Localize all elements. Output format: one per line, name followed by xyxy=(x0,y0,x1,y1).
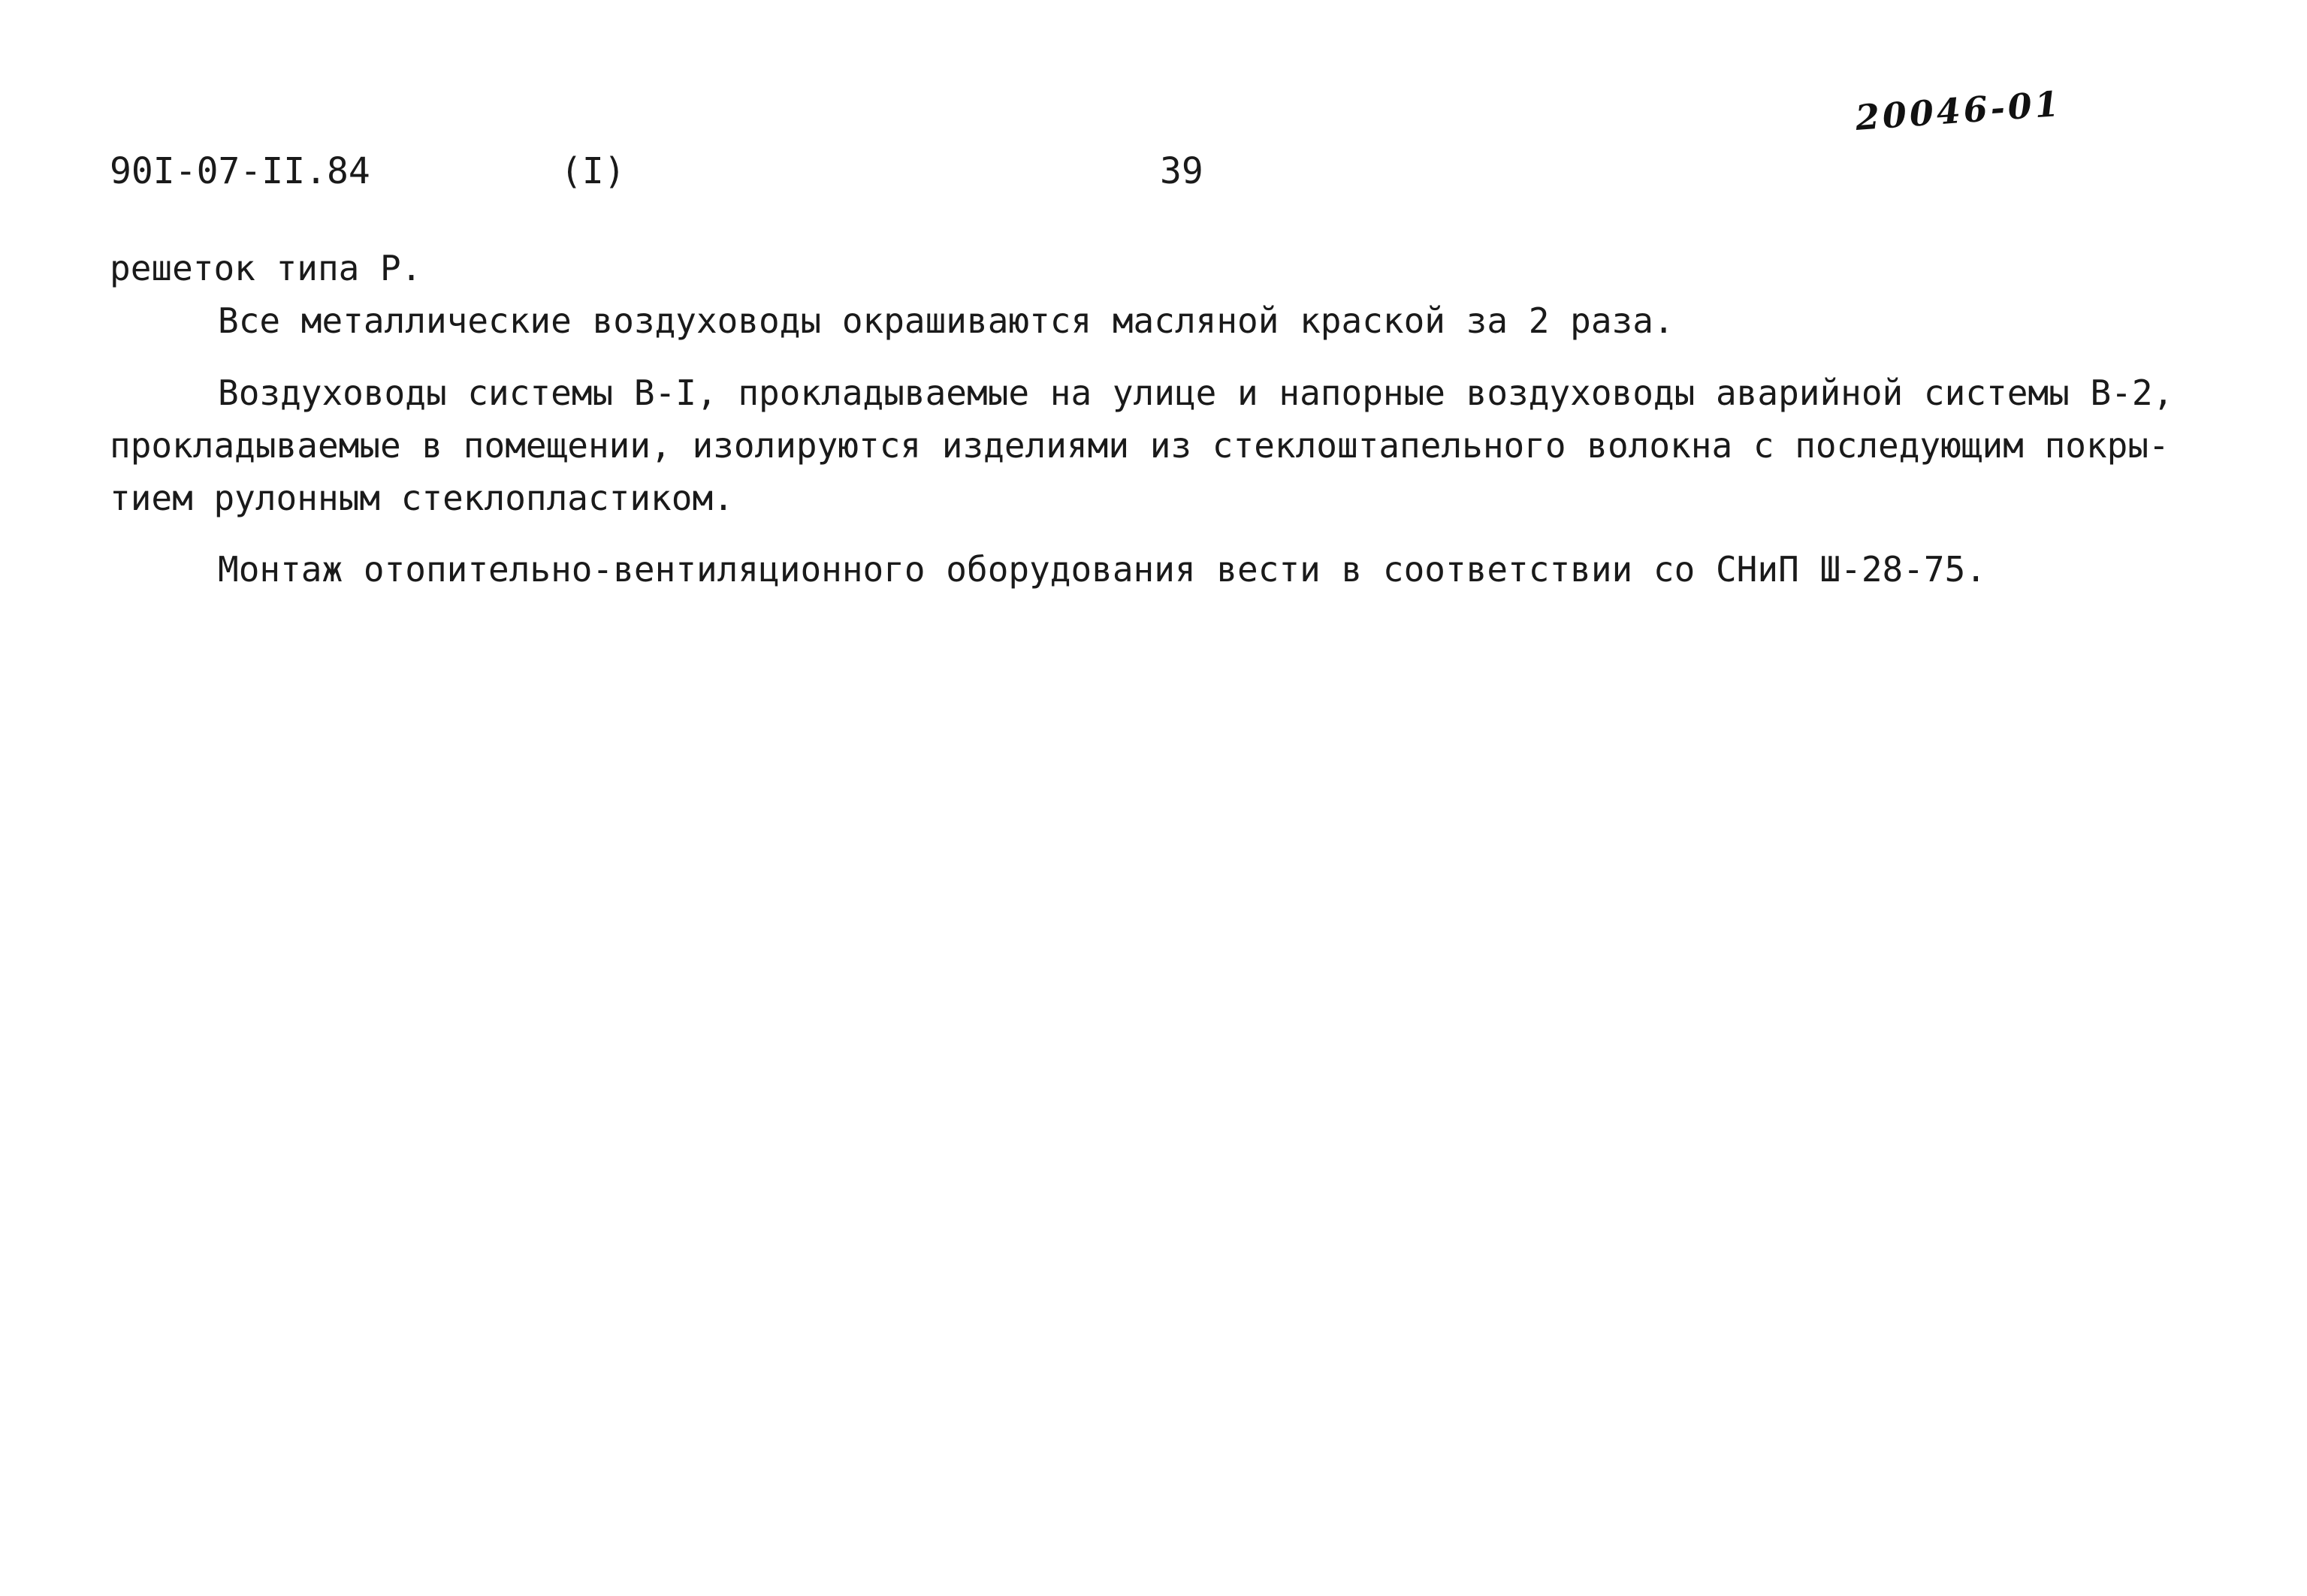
paragraph-painting: Все металлические воздуховоды окрашиваются масляной краской за 2 раза. xyxy=(218,300,1674,341)
paragraph-installation: Монтаж отопительно-вентиляционного оборудования вести в соответствии со СНиП Ш-28-75. xyxy=(218,549,1987,590)
paragraph-continuation: решеток типа Р. xyxy=(110,248,422,288)
paragraph-insulation xyxy=(110,367,2206,524)
paragraph-line: прокладываемые в помещении, изолируются изделиями из стеклоштапельного волокна с последующим покры- xyxy=(110,425,2170,466)
document-code: 90I-07-II.84 xyxy=(110,150,370,192)
sheet-mark: (I) xyxy=(560,150,626,192)
paragraph-line: Воздуховоды системы В-I, прокладываемые на улице и напорные воздуховоды аварийной системы В-2, xyxy=(218,373,2174,413)
paragraph-line: тием рулонным стеклопластиком. xyxy=(110,478,734,518)
page-number: 39 xyxy=(1160,150,1203,192)
handwritten-inventory-number: 20046-01 xyxy=(1854,83,2064,138)
